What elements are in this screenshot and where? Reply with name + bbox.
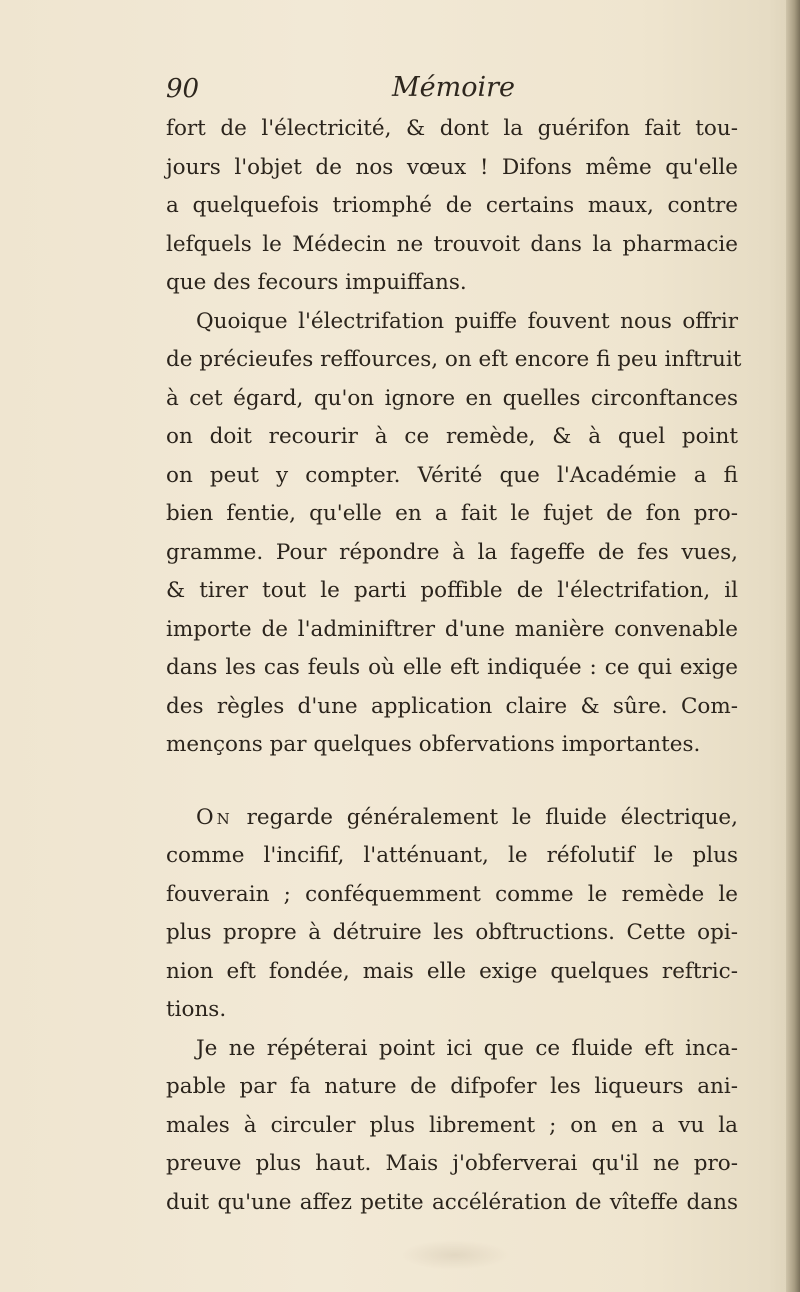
running-title: Mémoire xyxy=(392,72,516,103)
text-line: plus propre à détruire les obftructions. Cette opi- xyxy=(166,920,738,945)
text-line: on peut y compter. Vérité que l'Académie a fi xyxy=(166,462,738,488)
page-number: 90 xyxy=(166,74,200,104)
text-line: Quoique l'électrifation puiffe fouvent nous offrir xyxy=(196,308,738,334)
text-line: a quelquefois triomphé de certains maux, contre xyxy=(166,193,738,218)
text-line xyxy=(166,799,738,838)
text-line: importe de l'adminiftrer d'une manière convenable xyxy=(166,616,738,642)
text-line: duit qu'une affez petite accélération de vîteffe dans xyxy=(166,1189,738,1215)
paper-stain xyxy=(400,1240,510,1270)
text-line: males à circuler plus librement ; on en a vu la xyxy=(166,1112,738,1138)
text-line: gramme. Pour répondre à la fageffe de fes vues, xyxy=(166,539,738,565)
text-line-rest: regarde généralement le fluide électrique, xyxy=(246,804,738,830)
text-line: des règles d'une application claire & sûre. Com- xyxy=(166,693,738,719)
text-line: on doit recourir à ce remède, & à quel point xyxy=(166,424,738,449)
book-spine-edge xyxy=(786,0,800,1292)
paragraph-initial-word: On xyxy=(196,804,233,830)
text-line: que des fecours impuiffans. xyxy=(166,270,467,295)
text-line: à cet égard, qu'on ignore en quelles circonftances xyxy=(166,385,738,411)
text-line: fouverain ; conféquemment comme le remède le xyxy=(166,881,738,907)
body-text xyxy=(166,110,742,1222)
text-line: comme l'incifif, l'atténuant, le réfolutif le plus xyxy=(166,843,738,868)
paragraph-gap xyxy=(166,765,738,799)
text-line: preuve plus haut. Mais j'obferverai qu'il ne pro- xyxy=(166,1151,738,1176)
text-line: pable par fa nature de difpofer les liqueurs ani- xyxy=(166,1074,738,1099)
running-head xyxy=(166,74,726,114)
text-line: fort de l'électricité, & dont la guérifon fait tou- xyxy=(166,116,738,141)
text-line: de précieufes reffources, on eft encore fi peu inftruit xyxy=(166,347,742,372)
text-line: tions. xyxy=(166,997,227,1022)
text-line: mençons par quelques obfervations importantes. xyxy=(166,732,701,757)
text-line: lefquels le Médecin ne trouvoit dans la pharmacie xyxy=(166,231,738,257)
text-line: dans les cas feuls où elle eft indiquée : ce qui exige xyxy=(166,655,738,680)
text-line: & tirer tout le parti poffible de l'électrifation, il xyxy=(166,578,738,603)
text-line: nion eft fondée, mais elle exige quelques reftric- xyxy=(166,958,738,984)
text-line: Je ne répéterai point ici que ce fluide eft inca- xyxy=(196,1035,738,1061)
text-line: jours l'objet de nos vœux ! Difons même qu'elle xyxy=(166,154,738,180)
text-line: bien fentie, qu'elle en a fait le fujet de fon pro- xyxy=(166,501,738,526)
